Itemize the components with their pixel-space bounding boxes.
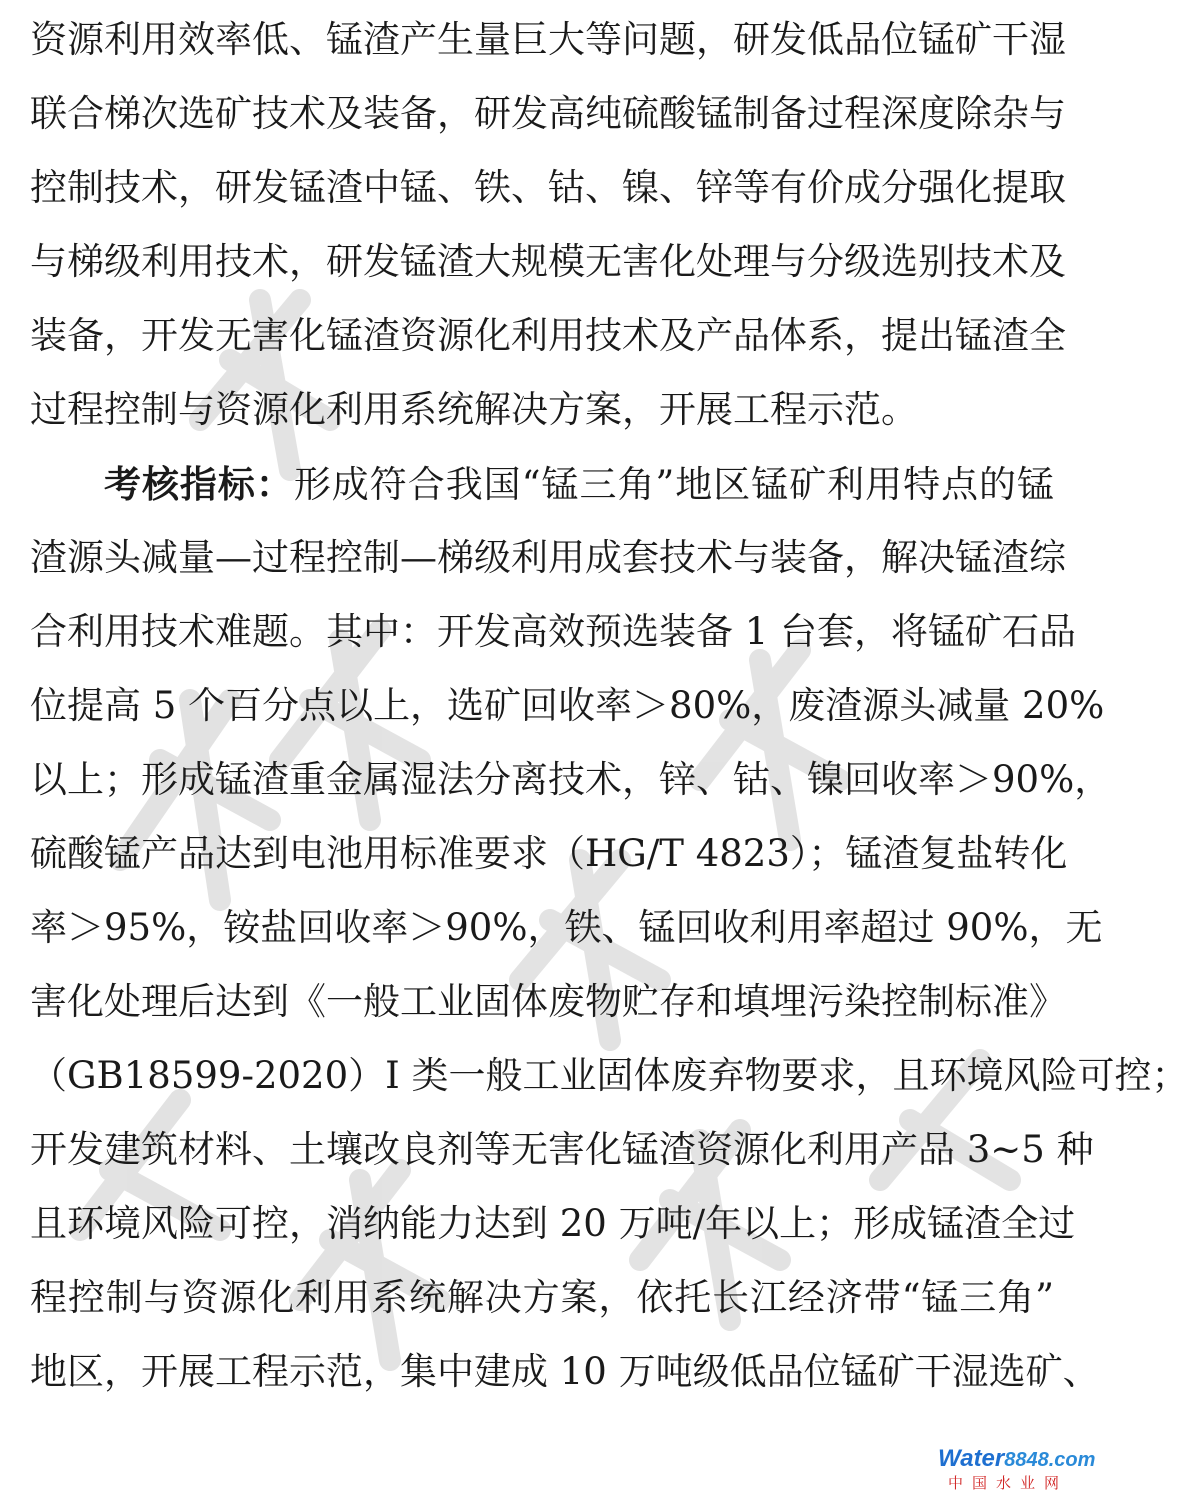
text-line: 程控制与资源化利用系统解决方案，依托长江经济带“锰三角” bbox=[30, 1276, 1054, 1319]
assessment-line bbox=[104, 456, 1054, 512]
text-line: 控制技术，研发锰渣中锰、铁、钴、镍、锌等有价成分强化提取 bbox=[30, 166, 1066, 209]
text-line: （GB18599-2020）I 类一般工业固体废弃物要求，且环境风险可控； bbox=[30, 1054, 1189, 1097]
text-line: 资源利用效率低、锰渣产生量巨大等问题，研发低品位锰矿干湿 bbox=[30, 18, 1066, 61]
text-line: 位提高 5 个百分点以上，选矿回收率＞80%，废渣源头减量 20% bbox=[30, 684, 1105, 727]
logo-brand bbox=[938, 1445, 1095, 1473]
text-line: 开发建筑材料、土壤改良剂等无害化锰渣资源化利用产品 3~5 种 bbox=[30, 1128, 1094, 1171]
text-line: 且环境风险可控，消纳能力达到 20 万吨/年以上；形成锰渣全过 bbox=[30, 1202, 1076, 1245]
text-line: 硫酸锰产品达到电池用标准要求（HG/T 4823）；锰渣复盐转化 bbox=[30, 832, 1068, 875]
logo-subtitle: 中国水业网 bbox=[948, 1474, 1069, 1492]
logo-brand-number: 8848 bbox=[1004, 1449, 1049, 1471]
text-line: 合利用技术难题。其中：开发高效预选装备 1 台套，将锰矿石品 bbox=[30, 610, 1077, 653]
assessment-label: 考核指标： bbox=[104, 462, 294, 506]
text-line: 联合梯次选矿技术及装备，研发高纯硫酸锰制备过程深度除杂与 bbox=[30, 92, 1066, 135]
text-line: 地区，开展工程示范，集中建成 10 万吨级低品位锰矿干湿选矿、 bbox=[30, 1350, 1100, 1393]
text-line: 装备，开发无害化锰渣资源化利用技术及产品体系，提出锰渣全 bbox=[30, 314, 1066, 357]
text-line: 渣源头减量—过程控制—梯级利用成套技术与装备，解决锰渣综 bbox=[30, 536, 1066, 579]
logo-brand-suffix: .com bbox=[1048, 1449, 1096, 1471]
water8848-logo[interactable] bbox=[938, 1445, 1096, 1493]
text-line: 与梯级利用技术，研发锰渣大规模无害化处理与分级选别技术及 bbox=[30, 240, 1066, 283]
text-line: 率＞95%，铵盐回收率＞90%，铁、锰回收利用率超过 90%，无 bbox=[30, 906, 1103, 949]
text-line: 以上；形成锰渣重金属湿法分离技术，锌、钴、镍回收率＞90%， bbox=[30, 758, 1112, 801]
text-line: 过程控制与资源化利用系统解决方案，开展工程示范。 bbox=[30, 388, 918, 431]
logo-brand-text: Water bbox=[938, 1445, 1005, 1472]
text-line: 害化处理后达到《一般工业固体废物贮存和填埋污染控制标准》 bbox=[30, 980, 1066, 1023]
assessment-text: 形成符合我国“锰三角”地区锰矿利用特点的锰 bbox=[293, 463, 1054, 506]
